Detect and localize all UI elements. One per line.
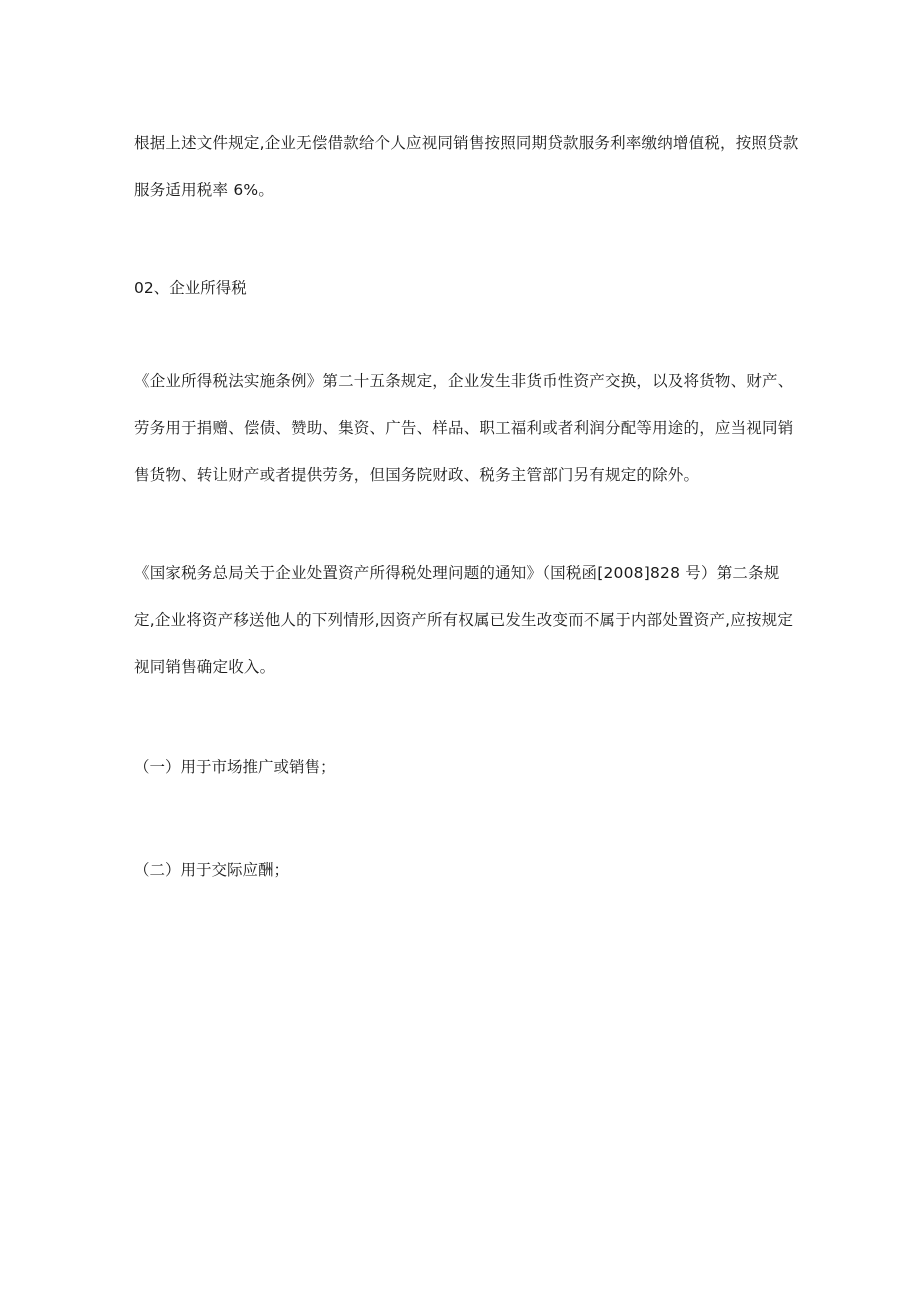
paragraph-line: 《企业所得税法实施条例》第二十五条规定，企业发生非货币性资产交换，以及将货物、财产、 [134,372,794,390]
paragraph-vat-loan [134,120,799,214]
paragraph-line: 视同销售确定收入。 [134,658,276,676]
paragraph-line: 劳务用于捐赠、偿债、赞助、集资、广告、样品、职工福利或者利润分配等用途的，应当视同销 [134,419,794,437]
paragraph-line: 根据上述文件规定,企业无偿借款给个人应视同销售按照同期贷款服务利率缴纳增值税，按照贷款 [134,134,799,152]
paragraph-notice-828 [134,550,794,691]
paragraph-regulation-25 [134,358,794,499]
paragraph-line: 服务适用税率 6%。 [134,181,275,199]
list-item: （二）用于交际应酬； [134,861,290,879]
section-heading: 02、企业所得税 [134,279,247,297]
paragraph-line: 《国家税务总局关于企业处置资产所得税处理问题的通知》（国税函[2008]828 号）第二条规 [134,564,780,582]
paragraph-line: 定,企业将资产移送他人的下列情形,因资产所有权属已发生改变而不属于内部处置资产,应按规定 [134,611,794,629]
paragraph-line: 售货物、转让财产或者提供劳务，但国务院财政、税务主管部门另有规定的除外。 [134,466,700,484]
list-item: （一）用于市场推广或销售； [134,758,336,776]
